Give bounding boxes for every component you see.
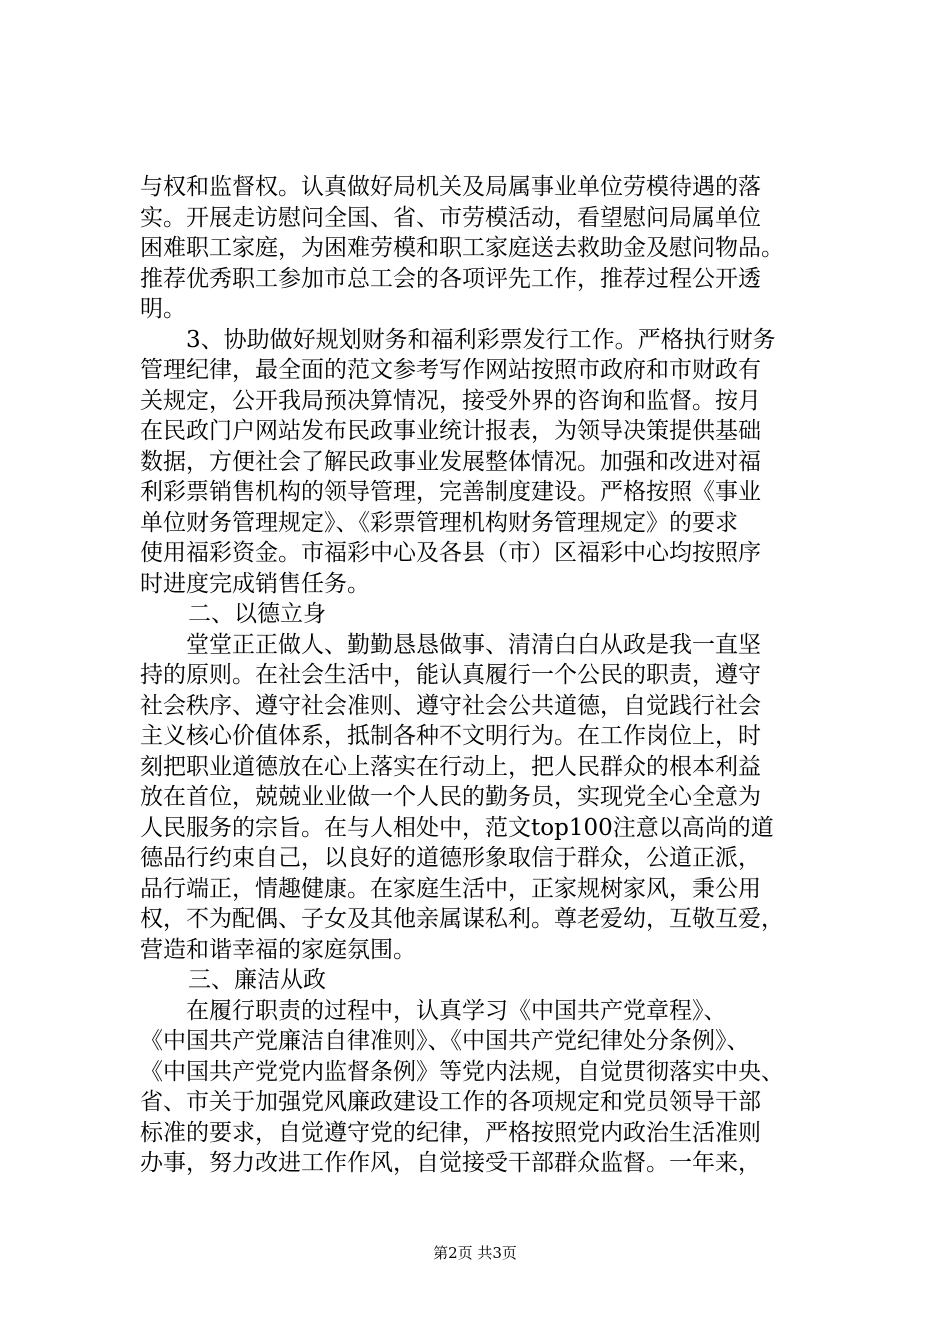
text-line: 权，不为配偶、子女及其他亲属谋私利。尊老爱幼，互敬互爱， xyxy=(140,906,784,932)
text-line: 堂堂正正做人、勤勤恳恳做事、清清白白从政是我一直坚 xyxy=(140,631,761,658)
text-line: 德品行约束自己，以良好的道德形象取信于群众，公道正派， xyxy=(140,845,761,871)
text-line: 标准的要求，自觉遵守党的纪律，严格按照党内政治生活准则 xyxy=(140,1119,761,1146)
text-line: 使用福彩资金。市福彩中心及各县（市）区福彩中心均按照序 xyxy=(140,540,761,566)
section-heading: 二、以德立身 xyxy=(188,601,326,627)
text-line: 营造和谐幸福的家庭氛围。 xyxy=(140,936,416,963)
text-line: 《中国共产党党内监督条例》等党内法规，自觉贯彻落实中央、 xyxy=(140,1058,784,1085)
text-line: 持的原则。在社会生活中，能认真履行一个公民的职责，遵守 xyxy=(140,662,761,688)
text-line: 实。开展走访慰问全国、省、市劳模活动，看望慰问局属单位 xyxy=(140,204,761,231)
text-line: 在履行职责的过程中，认真学习《中国共产党章程》、 xyxy=(140,997,727,1024)
text-line: 关规定，公开我局预决算情况，接受外界的咨询和监督。按月 xyxy=(140,387,761,414)
text-line: 人民服务的宗旨。在与人相处中，范文top100注意以高尚的道 xyxy=(140,814,774,841)
text-line: 单位财务管理规定》、《彩票管理机构财务管理规定》的要求 xyxy=(140,509,738,536)
section-heading: 三、廉洁从政 xyxy=(188,967,326,993)
text-line: 数据，方便社会了解民政事业发展整体情况。加强和改进对福 xyxy=(140,448,761,475)
text-line: 管理纪律，最全面的范文参考写作网站按照市政府和市财政有 xyxy=(140,357,761,383)
text-line: 明。 xyxy=(140,296,186,322)
text-line: 3、协助做好规划财务和福利彩票发行工作。严格执行财务 xyxy=(140,326,776,353)
text-line: 利彩票销售机构的领导管理，完善制度建设。严格按照《事业 xyxy=(140,479,761,505)
text-line: 在民政门户网站发布民政事业统计报表，为领导决策提供基础 xyxy=(140,418,761,444)
page-footer: 第2页 共3页 xyxy=(433,1244,517,1262)
text-line: 推荐优秀职工参加市总工会的各项评先工作，推荐过程公开透 xyxy=(140,265,761,292)
text-line: 主义核心价值体系，抵制各种不文明行为。在工作岗位上，时 xyxy=(140,723,761,749)
text-line: 《中国共产党廉洁自律准则》、《中国共产党纪律处分条例》、 xyxy=(140,1028,750,1054)
text-line: 放在首位，兢兢业业做一个人民的勤务员，实现党全心全意为 xyxy=(140,784,761,810)
text-line: 时进度完成销售任务。 xyxy=(140,570,370,597)
text-line: 品行端正，情趣健康。在家庭生活中，正家规树家风，秉公用 xyxy=(140,875,761,902)
text-line: 困难职工家庭，为困难劳模和职工家庭送去救助金及慰问物品。 xyxy=(140,235,784,261)
text-line: 与权和监督权。认真做好局机关及局属事业单位劳模待遇的落 xyxy=(140,174,761,200)
text-line: 办事，努力改进工作作风，自觉接受干部群众监督。一年来， xyxy=(140,1150,761,1176)
text-line: 省、市关于加强党风廉政建设工作的各项规定和党员领导干部 xyxy=(140,1089,761,1115)
document-body xyxy=(140,172,830,1179)
text-line: 刻把职业道德放在心上落实在行动上，把人民群众的根本利益 xyxy=(140,753,761,780)
text-line: 社会秩序、遵守社会准则、遵守社会公共道德，自觉践行社会 xyxy=(140,692,761,719)
